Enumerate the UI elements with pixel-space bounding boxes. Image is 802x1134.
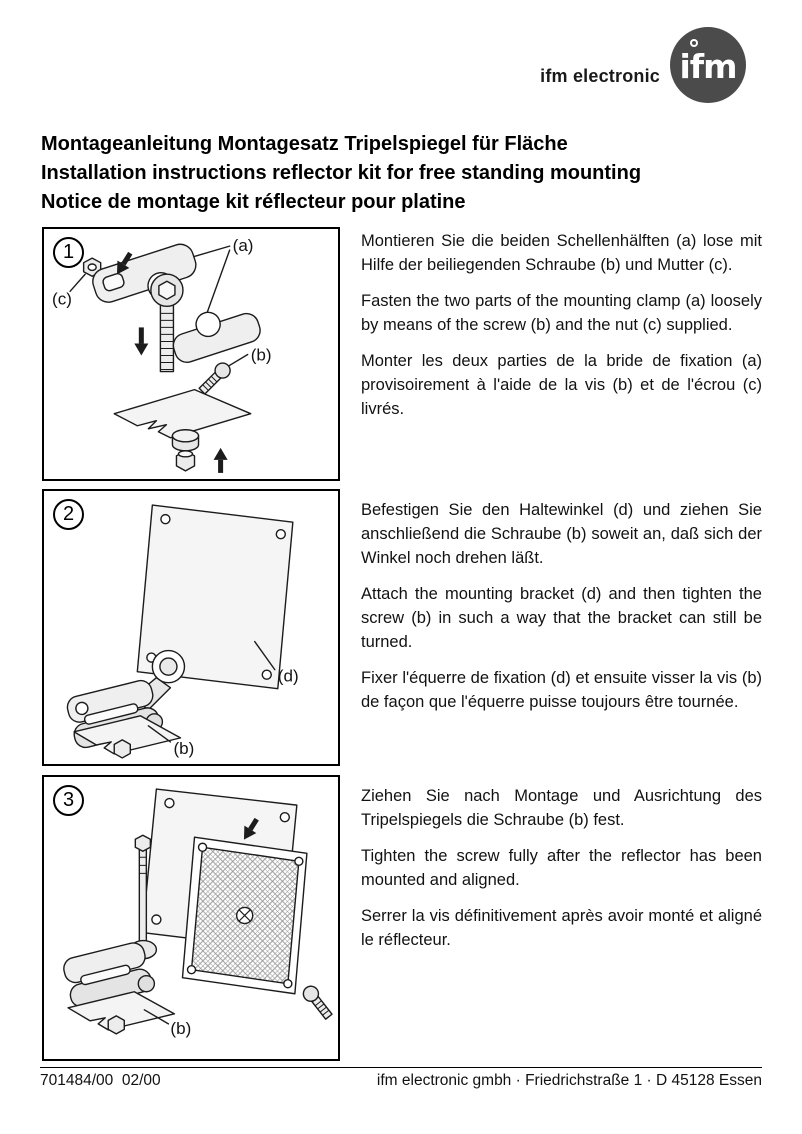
instruction-step-2-de: Befestigen Sie den Haltewinkel (d) und ziehen Sie anschließend die Schraube (b) soweit an, daß sich der Winkel noch drehen läßt. bbox=[361, 501, 762, 567]
brand-name: ifm electronic bbox=[540, 66, 660, 86]
instructions-step-1 bbox=[361, 229, 762, 433]
figure-label-b: (b) bbox=[170, 1018, 192, 1038]
reflector-drawing bbox=[182, 837, 306, 994]
nut-drawing bbox=[114, 740, 130, 758]
title-line-en: Installation instructions reflector kit for free standing mounting bbox=[41, 162, 642, 184]
document-number: 701484/00 02/00 bbox=[40, 1072, 161, 1089]
company-address: ifm electronic gmbh · Friedrichstraße 1 · D 45128 Essen bbox=[376, 1072, 762, 1089]
clamp-stack-drawing bbox=[172, 430, 198, 471]
instruction-step-2-en: Attach the mounting bracket (d) and then tighten the screw (b) in such a way that the bracket can still be turned. bbox=[361, 585, 762, 651]
instruction-step-1-fr: Monter les deux parties de la bride de fixation (a) provisoirement à l'aide de la vis (b) et de l'écrou (c) livrés. bbox=[361, 352, 762, 418]
screw-b-drawing bbox=[300, 983, 334, 1021]
clamp-half-bottom-drawing bbox=[166, 298, 263, 365]
figure-step-1 bbox=[42, 227, 340, 481]
instruction-step-3-en: Tighten the screw fully after the reflector has been mounted and aligned. bbox=[361, 847, 762, 889]
title-line-de: Montageanleitung Montagesatz Tripelspiegel für Fläche bbox=[41, 133, 568, 155]
instruction-step-2-fr: Fixer l'équerre de fixation (d) et ensuite visser la vis (b) de façon que l'équerre puisse toujours être tournée. bbox=[361, 669, 762, 711]
leader-line-c bbox=[70, 274, 85, 291]
figure-step-2 bbox=[42, 489, 340, 766]
logo-wordmark: ifm bbox=[679, 47, 737, 87]
technical-drawing-step-2 bbox=[44, 491, 338, 764]
clamp-half-top-drawing bbox=[89, 241, 203, 318]
nut-drawing bbox=[108, 1016, 124, 1034]
figure-label-a: (a) bbox=[232, 236, 254, 256]
instructions-step-3 bbox=[361, 784, 762, 964]
title-line-fr: Notice de montage kit réflecteur pour platine bbox=[41, 191, 466, 213]
screw-b-drawing bbox=[197, 360, 234, 397]
figure-label-c: (c) bbox=[52, 289, 72, 309]
brand-header bbox=[540, 27, 746, 103]
figure-label-b: (b) bbox=[250, 345, 272, 365]
technical-drawing-step-3 bbox=[44, 777, 338, 1059]
instruction-step-3-fr: Serrer la vis définitivement après avoir monté et aligné le réflecteur. bbox=[361, 907, 762, 949]
instruction-step-1-en: Fasten the two parts of the mounting clamp (a) loosely by means of the screw (b) and the nut (c) supplied. bbox=[361, 292, 762, 334]
logo-ring-icon bbox=[690, 39, 698, 47]
footer-divider bbox=[40, 1067, 762, 1068]
step-2-number-badge: 2 bbox=[53, 499, 84, 530]
step-1-number-badge: 1 bbox=[53, 237, 84, 268]
figure-step-3 bbox=[42, 775, 340, 1061]
instruction-step-3-de: Ziehen Sie nach Montage und Ausrichtung des Tripelspiegels die Schraube (b) fest. bbox=[361, 787, 762, 829]
ifm-logo bbox=[670, 27, 746, 103]
instruction-step-1-de: Montieren Sie die beiden Schellenhälften (a) lose mit Hilfe der beiliegenden Schraube (b) und Mutter (c). bbox=[361, 232, 762, 274]
page-title bbox=[41, 130, 776, 217]
step-3-number-badge: 3 bbox=[53, 785, 84, 816]
figure-label-d: (d) bbox=[277, 666, 299, 686]
instructions-step-2 bbox=[361, 498, 762, 726]
page-footer bbox=[40, 1072, 762, 1090]
leader-line-b bbox=[228, 355, 248, 367]
technical-drawing-step-1 bbox=[44, 229, 338, 479]
figure-label-b: (b) bbox=[173, 738, 195, 758]
